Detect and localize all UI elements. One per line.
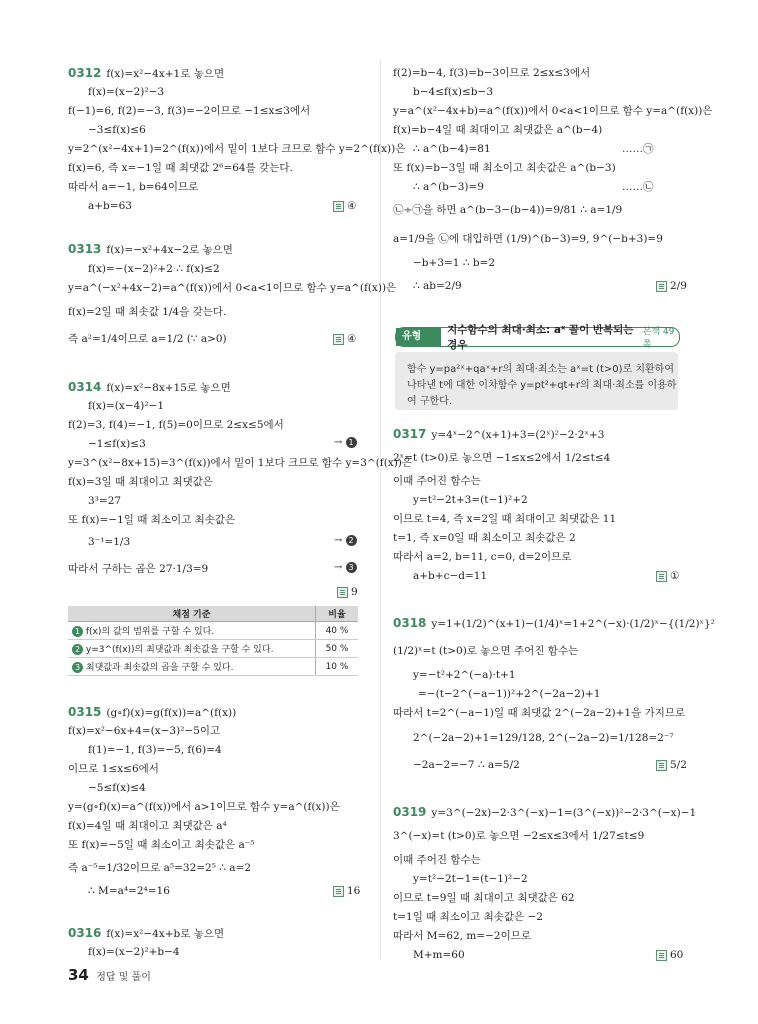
problem-0316-cont-line: ∴ a^(b−4)=81	[413, 143, 491, 155]
problem-0318-line: (1/2)ˣ=t (t>0)로 놓으면 주어진 함수는	[393, 645, 579, 657]
problem-0315-line: y=(g∘f)(x)=a^(f(x))에서 a>1이므로 함수 y=a^(f(x))은	[68, 801, 340, 813]
answer-0316: 2/9	[656, 279, 687, 293]
problem-0318-line: y=−t²+2^(−a)·t+1	[413, 669, 516, 681]
problem-0317-line: t=1, 즉 x=0일 때 최소이고 최솟값은 2	[393, 532, 576, 544]
problem-0316-cont-line: a=1/9을 ㉡에 대입하면 (1/9)^(b−3)=9, 9^(−b+3)=9	[393, 233, 663, 245]
problem-0319-line: y=t²−2t−1=(t−1)²−2	[413, 873, 528, 885]
grading-row: 3 최댓값과 최솟값의 곱을 구할 수 있다. 10 %	[68, 658, 358, 676]
problem-0317-line: y=t²−2t+3=(t−1)²+2	[413, 494, 528, 506]
problem-number: 0314	[68, 380, 102, 394]
answer-0319: 60	[656, 948, 683, 962]
problem-0315-line: 이므로 1≤x≤6에서	[68, 763, 159, 775]
answer-0313: ④	[333, 332, 356, 346]
problem-0312-line: −3≤f(x)≤6	[88, 124, 146, 136]
problem-0313-line: y=a^(−x²+4x−2)=a^(f(x))에서 0<a<1이므로 함수 y=a^(f(x))은	[68, 282, 397, 294]
problem-0316-cont-line: f(2)=b−4, f(3)=b−3이므로 2≤x≤3에서	[393, 67, 591, 79]
problem-0315-line: f(1)=−1, f(3)=−5, f(6)=4	[88, 744, 222, 756]
step-marker-3: → 3	[334, 562, 357, 573]
equation-tag-2: ……㉡	[622, 181, 654, 193]
problem-0316-cont-line: b−4≤f(x)≤b−3	[413, 86, 493, 98]
problem-0316-line: f(x)=(x−2)²+b−4	[88, 946, 180, 958]
problem-0312-line: 따라서 a=−1, b=64이므로	[68, 181, 199, 193]
type-08-explanation: 함수 y=pa²ˣ+qaˣ+r의 최대·최소는 aˣ=t (t>0)로 치환하여 나타낸 t에 대한 이차함수 y=pt²+qt+r의 최대·최소를 이용하 여 구한다.	[395, 352, 678, 410]
problem-0314-line: y=3^(x²−8x+15)=3^(f(x))에서 밑이 1보다 크므로 함수 y=3^(f(x))은	[68, 457, 413, 469]
problem-0314-line: 또 f(x)=−1일 때 최소이고 최솟값은	[68, 514, 236, 526]
problem-0314-line: 3⁻¹=1/3	[88, 536, 131, 548]
problem-0313-line: f(x)=2일 때 최솟값 1/4을 갖는다.	[68, 306, 227, 318]
answer-0317: ①	[656, 569, 679, 583]
problem-0318-line: 따라서 t=2^(−a−1)일 때 최댓값 2^(−2a−2)+1을 가지므로	[393, 707, 686, 719]
problem-0312-line: a+b=63	[88, 200, 132, 212]
problem-number: 0317	[393, 427, 427, 441]
problem-0314-line: 0314 f(x)=x²−8x+15로 놓으면	[68, 380, 231, 394]
page-number: 34	[68, 966, 89, 984]
problem-0313-line: 0313 f(x)=−x²+4x−2로 놓으면	[68, 242, 233, 256]
grading-table	[68, 606, 358, 676]
problem-0319-line: 3^(−x)=t (t>0)로 놓으면 −2≤x≤3에서 1/27≤t≤9	[393, 830, 645, 842]
problem-0316-cont-line: ∴ a^(b−3)=9	[413, 181, 484, 193]
problem-0314-line: f(x)=(x−4)²−1	[88, 400, 165, 412]
problem-0315-line: f(x)=x²−6x+4=(x−3)²−5이고	[68, 725, 221, 737]
problem-0319-line: 이므로 t=9일 때 최대이고 최댓값은 62	[393, 892, 575, 904]
answer-icon	[337, 587, 348, 598]
grading-row: 1 f(x)의 값의 범위를 구할 수 있다. 40 %	[68, 622, 358, 640]
answer-icon	[333, 886, 344, 897]
problem-0316-cont-line: ㉡÷㉠을 하면 a^(b−3−(b−4))=9/81 ∴ a=1/9	[393, 204, 623, 216]
problem-number: 0316	[68, 926, 102, 940]
problem-number: 0319	[393, 805, 427, 819]
grading-header-criteria: 채점 기준	[68, 606, 316, 622]
answer-0314: 9	[337, 585, 358, 599]
problem-0312-line: f(−1)=6, f(2)=−3, f(3)=−2이므로 −1≤x≤3에서	[68, 105, 311, 117]
problem-0317-line: 0317 y=4ˣ−2^(x+1)+3=(2ˣ)²−2·2ˣ+3	[393, 427, 605, 441]
problem-0317-line: 이때 주어진 함수는	[393, 475, 481, 487]
answer-0315: 16	[333, 884, 360, 898]
page-footer	[68, 966, 151, 984]
problem-number: 0318	[393, 616, 427, 630]
problem-number: 0312	[68, 66, 102, 80]
problem-0317-line: 이므로 t=4, 즉 x=2일 때 최대이고 최댓값은 11	[393, 513, 617, 525]
answer-icon	[656, 950, 667, 961]
problem-0319-line: 0319 y=3^(−2x)−2·3^(−x)−1=(3^(−x))²−2·3^(−x)−1	[393, 805, 697, 819]
problem-0318-line: 0318 y=1+(1/2)^(x+1)−(1/4)ˣ=1+2^(−x)·(1/2)ˣ−{(1/2)ˣ}²	[393, 616, 715, 630]
answer-icon	[333, 334, 344, 345]
problem-0316-cont-line: 또 f(x)=b−3일 때 최소이고 최솟값은 a^(b−3)	[393, 162, 616, 174]
problem-0319-line: 이때 주어진 함수는	[393, 854, 481, 866]
grading-header-rate: 비율	[316, 606, 359, 622]
problem-0315-line: ∴ M=a⁴=2⁴=16	[88, 885, 170, 897]
problem-0312-line: y=2^(x²−4x+1)=2^(f(x))에서 밑이 1보다 크므로 함수 y=2^(f(x))은	[68, 143, 406, 155]
problem-0315-line: 또 f(x)=−5일 때 최소이고 최솟값은 a⁻⁵	[68, 839, 255, 851]
answer-icon	[656, 571, 667, 582]
problem-0314-line: f(2)=3, f(4)=−1, f(5)=0이므로 2≤x≤5에서	[68, 419, 284, 431]
column-divider	[380, 60, 381, 960]
answer-0312: ④	[333, 199, 356, 213]
problem-0313-line: f(x)=−(x−2)²+2 ∴ f(x)≤2	[88, 263, 220, 275]
problem-0318-line: 2^(−2a−2)+1=129/128, 2^(−2a−2)=1/128=2⁻⁷	[413, 732, 674, 744]
problem-0316-line: 0316 f(x)=x²−4x+b로 놓으면	[68, 926, 225, 940]
answer-icon	[333, 201, 344, 212]
problem-0312-line: f(x)=(x−2)²−3	[88, 86, 165, 98]
problem-0316-cont-line: −b+3=1 ∴ b=2	[413, 257, 496, 269]
problem-0314-line: f(x)=3일 때 최대이고 최댓값은	[68, 476, 213, 488]
answer-icon	[656, 760, 667, 771]
problem-0314-line: 3³=27	[88, 495, 122, 507]
type-title: 지수함수의 최대·최소: aˣ 꼴이 반복되는 경우	[447, 324, 634, 351]
problem-0319-line: t=1일 때 최소이고 최솟값은 −2	[393, 911, 543, 923]
problem-0315-line: −5≤f(x)≤4	[88, 782, 146, 794]
problem-0319-line: M+m=60	[413, 949, 465, 961]
problem-0313-line: 즉 a²=1/4이므로 a=1/2 (∵ a>0)	[68, 333, 227, 345]
step-marker-2: → 2	[334, 535, 357, 546]
step-marker-1: → 1	[334, 437, 357, 448]
footer-label: 정답 및 풀이	[96, 972, 151, 983]
problem-0318-line: =−(t−2^(−a−1))²+2^(−2a−2)+1	[418, 688, 601, 700]
problem-0316-cont-line: f(x)=b−4일 때 최대이고 최댓값은 a^(b−4)	[393, 124, 603, 136]
problem-0316-cont-line: ∴ ab=2/9	[413, 280, 462, 292]
problem-0317-line: 2ˣ=t (t>0)로 놓으면 −1≤x≤2에서 1/2≤t≤4	[393, 452, 611, 464]
problem-0315-line: f(x)=4일 때 최대이고 최댓값은 a⁴	[68, 820, 227, 832]
problem-0316-cont-line: y=a^(x²−4x+b)=a^(f(x))에서 0<a<1이므로 함수 y=a^(f(x))은	[393, 105, 713, 117]
problem-0314-line: −1≤f(x)≤3	[88, 438, 146, 450]
problem-0319-line: 따라서 M=62, m=−2이므로	[393, 930, 532, 942]
problem-0314-line: 따라서 구하는 곱은 27·1/3=9	[68, 563, 209, 575]
problem-0317-line: a+b+c−d=11	[413, 570, 488, 582]
problem-0312-line: f(x)=6, 즉 x=−1일 때 최댓값 2⁶=64를 갖는다.	[68, 162, 293, 174]
problem-0318-line: −2a−2=−7 ∴ a=5/2	[413, 759, 520, 771]
problem-number: 0313	[68, 242, 102, 256]
grading-header-row	[68, 606, 358, 622]
type-08-header	[395, 324, 680, 351]
type-reference-link[interactable]: 본책 49쪽	[642, 327, 675, 350]
type-tag: 유형	[396, 328, 441, 346]
problem-0317-line: 따라서 a=2, b=11, c=0, d=2이므로	[393, 551, 572, 563]
answer-0318: 5/2	[656, 758, 687, 772]
problem-number: 0315	[68, 705, 102, 719]
equation-tag-1: ……㉠	[622, 143, 654, 155]
problem-0315-line: 즉 a⁻⁵=1/32이므로 a⁵=32=2⁵ ∴ a=2	[68, 862, 252, 874]
grading-row: 2 y=3^(f(x))의 최댓값과 최솟값을 구할 수 있다. 50 %	[68, 640, 358, 658]
problem-0312-line: 0312 f(x)=x²−4x+1로 놓으면	[68, 66, 225, 80]
answer-icon	[656, 281, 667, 292]
problem-0315-line: 0315 (g∘f)(x)=g(f(x))=a^(f(x))	[68, 705, 237, 719]
